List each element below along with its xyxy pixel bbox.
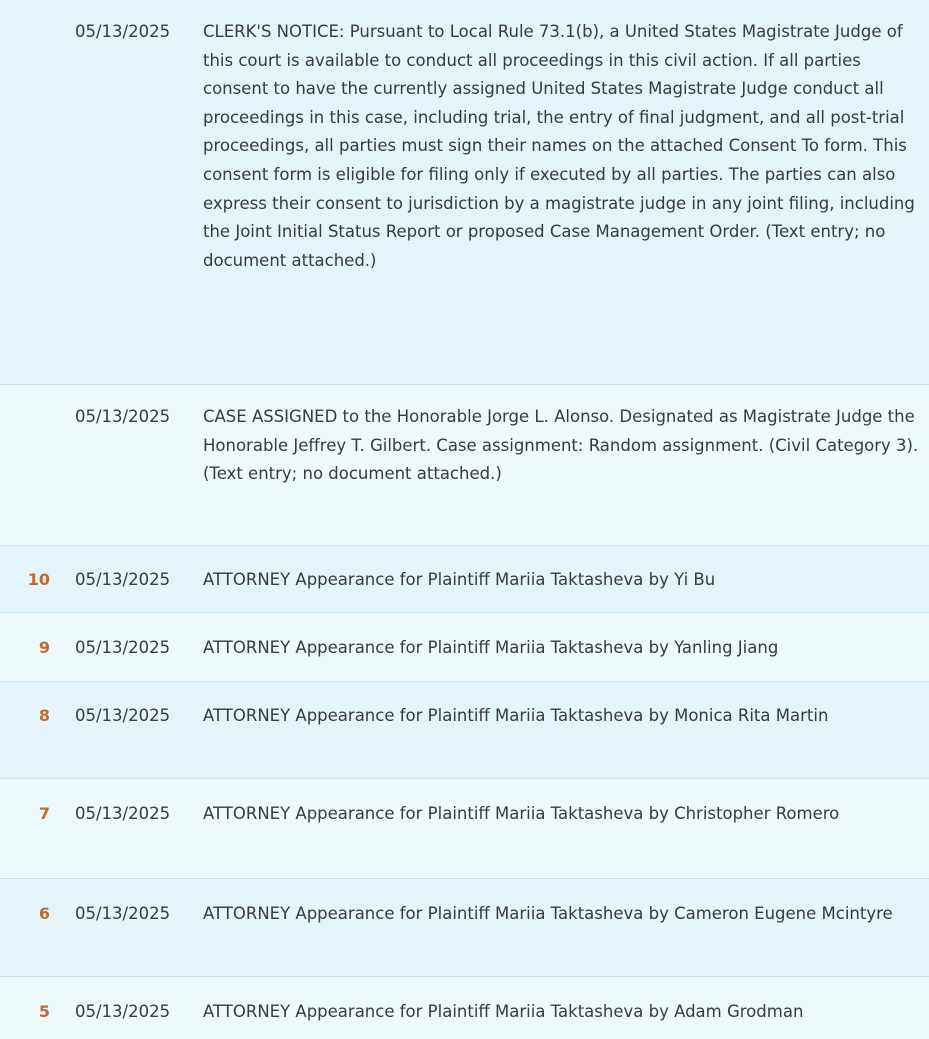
entry-text: ATTORNEY Appearance for Plaintiff Mariia Taktasheva by Yanling Jiang xyxy=(203,638,779,657)
entry-text: CASE ASSIGNED to the Honorable Jorge L. Alonso. Designated as Magistrate Judge the Honorable Jeffrey T. Gilbert. Case assignment: Random assignment. (Civil Category 3). (Text entry; no document attached.) xyxy=(203,407,919,484)
entry-number[interactable]: 5 xyxy=(38,1002,50,1021)
docket-entry-row xyxy=(0,779,929,879)
entry-number[interactable]: 10 xyxy=(27,570,50,589)
docket-entry-row xyxy=(0,385,929,546)
entry-date: 05/13/2025 xyxy=(75,638,171,657)
entry-date: 05/13/2025 xyxy=(75,570,171,589)
entry-text: ATTORNEY Appearance for Plaintiff Mariia Taktasheva by Cameron Eugene Mcintyre xyxy=(203,904,893,923)
docket-entry-row xyxy=(0,879,929,977)
entry-text: ATTORNEY Appearance for Plaintiff Mariia Taktasheva by Christopher Romero xyxy=(203,804,840,823)
entry-text: CLERK'S NOTICE: Pursuant to Local Rule 73.1(b), a United States Magistrate Judge of this court is available to conduct all proceedings in this civil action. If all parties consent to have the currently assigned United States Magistrate Judge conduct all proceedings in this case, including trial, the entry of final judgment, and all post-trial proceedings, all parties must sign their names on the attached Consent To form. This consent form is eligible for filing only if executed by all parties. The parties can also express their consent to jurisdiction by a magistrate judge in any joint filing, including the Joint Initial Status Report or proposed Case Management Order. (Text entry; no document attached.) xyxy=(203,22,915,270)
entry-number[interactable]: 8 xyxy=(38,706,50,725)
entry-text: ATTORNEY Appearance for Plaintiff Mariia Taktasheva by Adam Grodman xyxy=(203,1002,804,1021)
entry-text: ATTORNEY Appearance for Plaintiff Mariia Taktasheva by Yi Bu xyxy=(203,570,716,589)
entry-date: 05/13/2025 xyxy=(75,904,171,923)
docket-entry-row xyxy=(0,546,929,613)
entry-number[interactable]: 7 xyxy=(38,804,50,823)
docket-entry-row xyxy=(0,613,929,682)
entry-text: ATTORNEY Appearance for Plaintiff Mariia Taktasheva by Monica Rita Martin xyxy=(203,706,829,725)
entry-number[interactable]: 6 xyxy=(38,904,50,923)
entry-date: 05/13/2025 xyxy=(75,22,171,41)
docket-entry-row xyxy=(0,0,929,385)
entry-date: 05/13/2025 xyxy=(75,804,171,823)
entry-date: 05/13/2025 xyxy=(75,407,171,426)
entry-date: 05/13/2025 xyxy=(75,706,171,725)
entry-number[interactable]: 9 xyxy=(38,638,50,657)
docket-entry-row xyxy=(0,682,929,779)
entry-date: 05/13/2025 xyxy=(75,1002,171,1021)
docket-entry-row xyxy=(0,977,929,1039)
